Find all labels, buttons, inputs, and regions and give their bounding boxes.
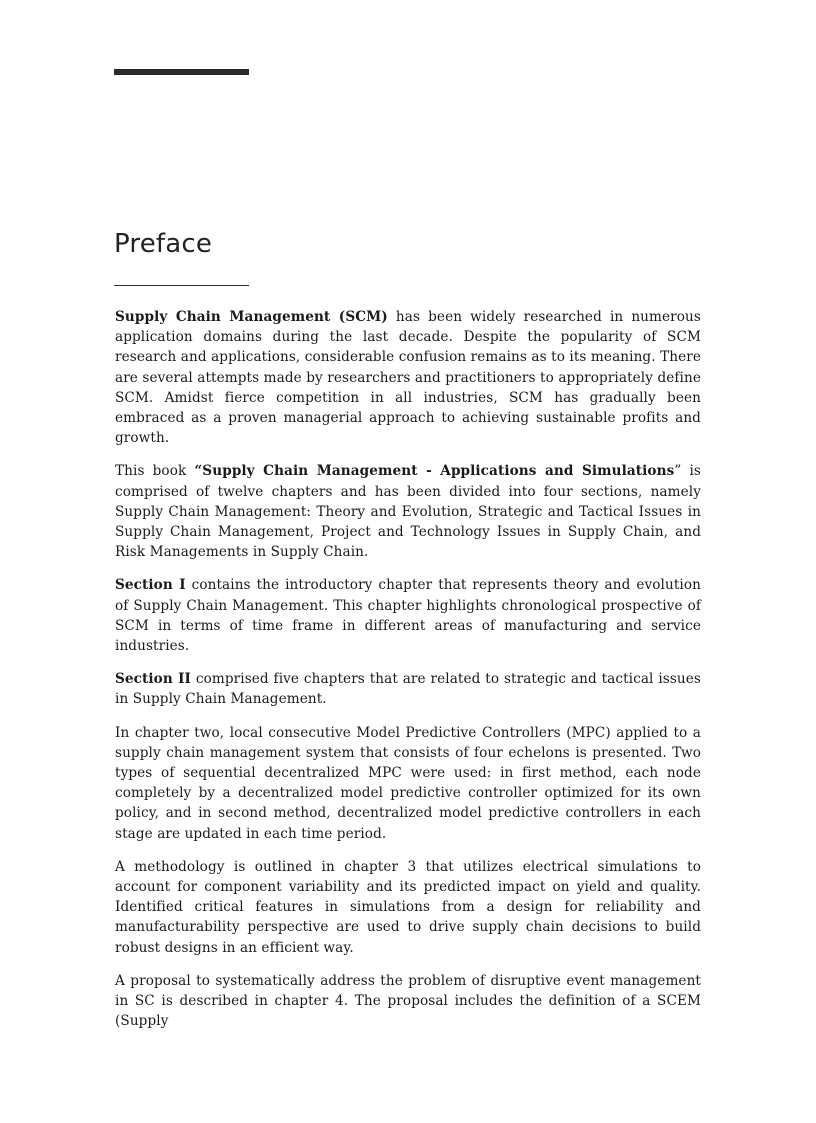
paragraph-2-pre: This book bbox=[115, 463, 195, 480]
body-text bbox=[115, 307, 701, 1045]
top-decorative-rule bbox=[114, 69, 249, 75]
paragraph-1-text: has been widely researched in numerous application domains during the last decade. Despite the popularity of SCM research and applications, considerable confusion remains as to its meaning. There are several attempts made by researchers and practitioners to appropriately define SCM. Amidst fierce competition in all industries, SCM has gradually been embraced as a proven managerial approach to achieving sustainable profits and growth. bbox=[115, 309, 701, 447]
page-title: Preface bbox=[114, 229, 213, 259]
title-underline bbox=[114, 285, 249, 286]
paragraph-7: A proposal to systematically address the problem of disruptive event management in SC is described in chapter 4. The proposal includes the definition of a SCEM (Supply bbox=[115, 972, 701, 1030]
paragraph-3-text: contains the introductory chapter that represents theory and evolution of Supply Chain Management. This chapter highlights chronological prospective of SCM in terms of time frame in different areas of manufacturing and service industries. bbox=[115, 577, 701, 655]
paragraph-1 bbox=[115, 307, 701, 448]
paragraph-2 bbox=[115, 461, 701, 562]
paragraph-3-lead: Section I bbox=[115, 577, 186, 594]
paragraph-6: A methodology is outlined in chapter 3 that utilizes electrical simulations to account for component variability and its predicted impact on yield and quality. Identified critical features in simulations from a design for reliability and manufacturability perspective are used to drive supply chain decisions to build robust designs in an efficient way. bbox=[115, 858, 701, 956]
paragraph-4 bbox=[115, 669, 701, 709]
paragraph-2-text: ” is comprised of twelve chapters and has been divided into four sections, namely Supply Chain Management: Theory and Evolution, Strategic and Tactical Issues in Supply Chain Management, Project and Technology Issues in Supply Chain, and Risk Managements in Supply Chain. bbox=[115, 463, 701, 561]
paragraph-4-lead: Section II bbox=[115, 671, 192, 688]
paragraph-3 bbox=[115, 575, 701, 656]
paragraph-5: In chapter two, local consecutive Model Predictive Controllers (MPC) applied to a supply chain management system that consists of four echelons is presented. Two types of sequential decentralized MPC were used: in first method, each node completely by a decentralized model predictive controller optimized for its own policy, and in second method, decentralized model predictive controllers in each stage are updated in each time period. bbox=[115, 724, 701, 842]
paragraph-4-text: comprised five chapters that are related to strategic and tactical issues in Supply Chain Management. bbox=[115, 671, 701, 708]
paragraph-1-lead: Supply Chain Management (SCM) bbox=[115, 309, 388, 325]
paragraph-2-lead: “Supply Chain Management - Applications and Simulations bbox=[194, 463, 675, 480]
